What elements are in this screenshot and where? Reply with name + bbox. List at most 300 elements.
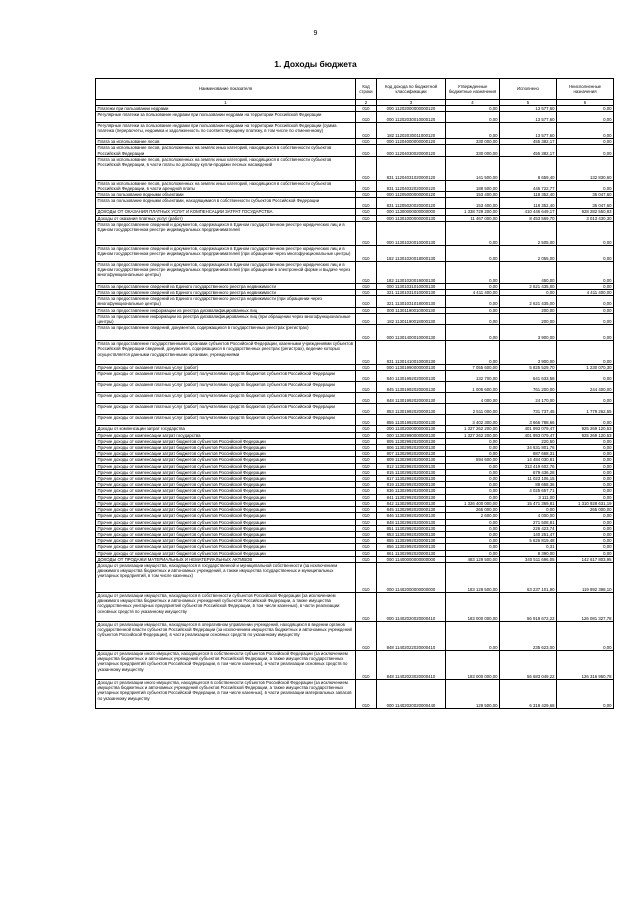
row-name: Прочие доходы от компенсации затрат бюджетов субъектов Российской Федерации <box>96 438 356 444</box>
row-approved: 0,00 <box>446 544 500 550</box>
row-class-code: 321 11301031018000130 <box>377 296 446 307</box>
row-name: Прочие доходы от оказания платных услуг (работ) получателями средств бюджетов субъектов Российской Федерации <box>96 415 356 426</box>
row-name: Прочие доходы от компенсации затрат бюджетов субъектов Российской Федерации <box>96 531 356 537</box>
row-unexecuted: 0,00 <box>557 139 614 145</box>
row-unexecuted: 35 047,60 <box>557 192 614 198</box>
row-unexecuted: 0,00 <box>557 544 614 550</box>
row-class-code: 809 11302992020000130 <box>377 457 446 463</box>
row-executed: 446 722,77 <box>500 180 557 191</box>
row-class-code: 853 11301992020000130 <box>377 404 446 415</box>
row-name: Платежи при пользовании недрами <box>96 106 356 112</box>
row-approved: 0,00 <box>446 463 500 469</box>
row-class-code: 855 11302992020000130 <box>377 538 446 544</box>
row-executed: 0,00 <box>500 507 557 513</box>
row-name: Прочие доходы от компенсации затрат бюджетов субъектов Российской Федерации <box>96 550 356 556</box>
page-number: 9 <box>313 30 318 37</box>
row-name: Прочие доходы от компенсации затрат бюджетов субъектов Российской Федерации <box>96 513 356 519</box>
row-approved: 0,00 <box>446 476 500 482</box>
row-unexecuted: 0,00 <box>557 371 614 382</box>
row-approved: 0,00 <box>446 106 500 112</box>
row-unexecuted: 0,00 <box>557 180 614 191</box>
row-unexecuted: 0,00 <box>557 488 614 494</box>
row-class-code: 000 11301990000000130 <box>377 365 446 371</box>
row-unexecuted: 0,00 <box>557 531 614 537</box>
row-class-code: 000 11302990000000130 <box>377 432 446 438</box>
row-executed: 3 666 788,66 <box>500 415 557 426</box>
row-unexecuted: 0,00 <box>557 538 614 544</box>
row-approved: 0,00 <box>446 538 500 544</box>
row-name: Прочие доходы от компенсации затрат бюджетов субъектов Российской Федерации <box>96 538 356 544</box>
row-approved: 2 600,00 <box>446 513 500 519</box>
row-line-code: 010 <box>356 679 377 708</box>
row-unexecuted: 0,00 <box>557 245 614 261</box>
row-unexecuted: 0,00 <box>557 106 614 112</box>
row-executed: 455 382,17 <box>500 139 557 145</box>
row-class-code: 321 11301031010000130 <box>377 290 446 296</box>
row-unexecuted: 0,00 <box>557 513 614 519</box>
row-line-code: 010 <box>356 544 377 550</box>
row-approved: 0,00 <box>446 469 500 475</box>
row-line-code: 010 <box>356 123 377 139</box>
row-line-code: 010 <box>356 415 377 426</box>
row-line-code: 010 <box>356 245 377 261</box>
row-name: Прочие доходы от компенсации затрат бюджетов субъектов Российской Федерации <box>96 451 356 457</box>
row-approved: 1 326 400 000,00 <box>446 500 500 506</box>
row-line-code: 010 <box>356 556 377 562</box>
row-unexecuted: 244 400,00 <box>557 382 614 393</box>
row-unexecuted: 0,00 <box>557 469 614 475</box>
row-approved: 0,00 <box>446 341 500 365</box>
row-executed: 13 577,60 <box>500 112 557 123</box>
row-approved: 141 500,00 <box>446 156 500 180</box>
row-executed: 401 993 079,47 <box>500 426 557 432</box>
table-row <box>96 415 614 426</box>
column-header-name: Наименование показателя <box>96 79 356 100</box>
row-class-code: 845 11302992020000130 <box>377 507 446 513</box>
row-approved: 188 500,00 <box>446 180 500 191</box>
row-line-code: 010 <box>356 296 377 307</box>
row-approved: 0,00 <box>446 261 500 283</box>
row-class-code: 000 11301190010000130 <box>377 307 446 313</box>
row-line-code: 010 <box>356 112 377 123</box>
row-executed: 731 737,45 <box>500 404 557 415</box>
table-row <box>96 404 614 415</box>
row-name: Плата за предоставление сведений из Единого государственного реестра недвижимости <box>96 290 356 296</box>
row-name: Доходы от оказания платных услуг (работ) <box>96 215 356 221</box>
row-executed: 679 436,28 <box>500 469 557 475</box>
row-executed: 14 484 030,81 <box>500 457 557 463</box>
row-name: Прочие доходы от компенсации затрат бюджетов субъектов Российской Федерации <box>96 445 356 451</box>
row-executed: 2 621 435,00 <box>500 283 557 289</box>
row-approved: 1 327 262 200,00 <box>446 432 500 438</box>
row-approved: 594 600,00 <box>446 457 500 463</box>
row-executed: 401 993 079,47 <box>500 432 557 438</box>
row-class-code: 000 11204000000000120 <box>377 139 446 145</box>
row-unexecuted: 0,00 <box>557 261 614 283</box>
row-unexecuted: 4 411 400,00 <box>557 290 614 296</box>
row-unexecuted: 0,00 <box>557 325 614 341</box>
row-class-code: 831 11204031020000120 <box>377 156 446 180</box>
row-class-code: 836 11302992020000130 <box>377 488 446 494</box>
row-executed: 226 423,74 <box>500 525 557 531</box>
table-row <box>96 245 614 261</box>
row-line-code: 010 <box>356 365 377 371</box>
row-name: Плата за предоставление сведений из Единого государственного реестра недвижимости (при обращении через многофункциональные центры) <box>96 296 356 307</box>
row-executed: 24 170,00 <box>500 393 557 404</box>
column-number: 5 <box>500 100 557 106</box>
row-class-code: 000 11202030010000120 <box>377 112 446 123</box>
row-approved: 0,00 <box>446 245 500 261</box>
row-unexecuted: 35 047,60 <box>557 198 614 209</box>
row-approved: 1 005 600,00 <box>446 382 500 393</box>
row-executed: 5 626 819,48 <box>500 538 557 544</box>
row-executed: 13 577,60 <box>500 106 557 112</box>
row-name: Прочие доходы от компенсации затрат бюджетов субъектов Российской Федерации <box>96 488 356 494</box>
row-executed: 313 419 602,76 <box>500 463 557 469</box>
row-approved: 0,00 <box>446 451 500 457</box>
row-unexecuted: 0,00 <box>557 283 614 289</box>
row-unexecuted: 0,00 <box>557 621 614 650</box>
row-executed: 887 668,31 <box>500 451 557 457</box>
row-unexecuted: 126 081 327,78 <box>557 592 614 621</box>
row-executed: 271 508,81 <box>500 519 557 525</box>
column-number: 3 <box>377 100 446 106</box>
row-name: Прочие доходы от компенсации затрат бюджетов субъектов Российской Федерации <box>96 469 356 475</box>
row-approved: 183 000 000,00 <box>446 650 500 679</box>
table-row <box>96 679 614 708</box>
row-class-code: 817 11302992020000130 <box>377 476 446 482</box>
row-class-code: 000 11301000000000130 <box>377 215 446 221</box>
row-line-code: 010 <box>356 621 377 650</box>
row-unexecuted: 0,00 <box>557 445 614 451</box>
row-name: Плата за предоставление сведений и документов, содержащихся в Едином государственном реестре юридических лиц и в Едином государственном реестре индивидуальных предпринимателей <box>96 221 356 245</box>
row-line-code: 010 <box>356 192 377 198</box>
row-name: Прочие доходы от компенсации затрат бюджетов субъектов Российской Федерации <box>96 463 356 469</box>
row-approved: 3 402 300,00 <box>446 415 500 426</box>
row-unexecuted: 0,00 <box>557 438 614 444</box>
row-unexecuted: 0,00 <box>557 525 614 531</box>
row-unexecuted: 0,00 <box>557 494 614 500</box>
row-name: Прочие доходы от оказания платных услуг (работ) <box>96 365 356 371</box>
row-executed: 3 900,00 <box>500 341 557 365</box>
row-unexecuted: 0,00 <box>557 550 614 556</box>
row-name: Плата за предоставление государственными органами субъектов Российской Федерации, казенными учреждениями субъектов Российской Федерации сведений, документов, содержащихся в государственных реестрах (регистрах), ведение которых осуществляется данными государственными органами, учреждениями <box>96 341 356 365</box>
row-name: Прочие доходы от оказания платных услуг (работ) получателями средств бюджетов субъектов Российской Федерации <box>96 371 356 382</box>
table-row <box>96 382 614 393</box>
row-name: Плата за предоставление сведений и документов, содержащихся в Едином государственном реестре юридических лиц и в Едином государственном реестре индивидуальных предпринимателей (при обращении через многофункциональные центры) <box>96 245 356 261</box>
row-name: Прочие доходы от компенсации затрат бюджетов субъектов Российской Федерации <box>96 476 356 482</box>
row-executed: 235 623,00 <box>500 621 557 650</box>
row-executed: 200,00 <box>500 307 557 313</box>
row-executed: 6 318 429,68 <box>500 679 557 708</box>
row-name: Доходы от реализации имущества, находящегося в оперативном управлении учреждений, находящихся в ведении органов государственной власти субъектов Российской Федерации (за исключением имущества бюджетных и автономных учреждений субъектов Российской Федерации), в части реализации основных средств по указанному имуществу <box>96 621 356 650</box>
column-header-line-code: Код строки <box>356 79 377 100</box>
row-unexecuted: 119 892 398,10 <box>557 562 614 592</box>
row-line-code: 010 <box>356 488 377 494</box>
row-approved: 0,00 <box>446 531 500 537</box>
row-class-code: 000 11402020020000440 <box>377 679 446 708</box>
row-line-code: 010 <box>356 198 377 209</box>
row-name: Регулярные платежи за пользование недрами при пользовании недрами на территории Российской Федерации (сумма платежа (перерасчеты, недоимка и задолженность по соответствующему платежу, в том числе по отмененному) <box>96 123 356 139</box>
row-class-code: 000 11204030020000120 <box>377 145 446 156</box>
row-name: Доходы от компенсации затрат государства <box>96 426 356 432</box>
row-class-code: 848 11302992020000130 <box>377 519 446 525</box>
row-line-code: 010 <box>356 307 377 313</box>
row-unexecuted: 0,00 <box>557 451 614 457</box>
table-row <box>96 296 614 307</box>
row-line-code: 010 <box>356 451 377 457</box>
row-executed: 5 825 529,70 <box>500 365 557 371</box>
column-number: 6 <box>557 100 614 106</box>
row-line-code: 010 <box>356 145 377 156</box>
row-line-code: 010 <box>356 494 377 500</box>
row-class-code: 853 11302992020000130 <box>377 531 446 537</box>
row-line-code: 010 <box>356 139 377 145</box>
row-line-code: 010 <box>356 382 377 393</box>
row-line-code: 010 <box>356 550 377 556</box>
row-approved: 129 500,00 <box>446 679 500 708</box>
row-line-code: 010 <box>356 513 377 519</box>
row-approved: 0,00 <box>446 123 500 139</box>
row-class-code: 182 11301190018000130 <box>377 313 446 324</box>
row-unexecuted: 0,00 <box>557 415 614 426</box>
table-row <box>96 145 614 156</box>
row-line-code: 010 <box>356 592 377 621</box>
row-approved: 0,00 <box>446 313 500 324</box>
row-approved: 1 338 729 200,00 <box>446 209 500 215</box>
row-class-code: 182 11202030011000120 <box>377 123 446 139</box>
row-approved: 4 000,00 <box>446 393 500 404</box>
row-unexecuted: 0,00 <box>557 123 614 139</box>
row-line-code: 010 <box>356 341 377 365</box>
row-class-code: 846 11302992020000130 <box>377 513 446 519</box>
table-row <box>96 156 614 180</box>
table-row <box>96 180 614 191</box>
row-approved: 0,00 <box>446 283 500 289</box>
row-approved: 1 327 262 200,00 <box>446 426 500 432</box>
row-executed: 0,00 <box>500 290 557 296</box>
column-header-unexecuted: Неисполненные назначения <box>557 79 614 100</box>
row-line-code: 010 <box>356 525 377 531</box>
row-class-code: 000 11301020010000130 <box>377 221 446 245</box>
row-class-code: 182 11301020019000130 <box>377 261 446 283</box>
revenue-table <box>95 78 614 709</box>
row-class-code: 805 11302992020000130 <box>377 438 446 444</box>
row-line-code: 010 <box>356 482 377 488</box>
row-line-code: 010 <box>356 404 377 415</box>
row-class-code: 842 11302992020000130 <box>377 500 446 506</box>
row-line-code: 010 <box>356 261 377 283</box>
row-name: Прочие доходы от компенсации затрат бюджетов субъектов Российской Федерации <box>96 457 356 463</box>
row-executed: 9 390,00 <box>500 550 557 556</box>
row-executed: 4 000,00 <box>500 513 557 519</box>
row-line-code: 010 <box>356 371 377 382</box>
row-line-code: 010 <box>356 215 377 221</box>
row-name: Прочие доходы от компенсации затрат бюджетов субъектов Российской Федерации <box>96 507 356 513</box>
row-executed: 3 111,00 <box>500 494 557 500</box>
column-number: 4 <box>446 100 500 106</box>
row-unexecuted: 142 617 803,95 <box>557 556 614 562</box>
row-approved: 330 000,00 <box>446 145 500 156</box>
row-class-code: 000 11402020020000410 <box>377 592 446 621</box>
row-name: Прочие доходы от компенсации затрат бюджетов субъектов Российской Федерации <box>96 500 356 506</box>
column-number: 1 <box>96 100 356 106</box>
row-line-code: 010 <box>356 476 377 482</box>
row-name: Плата за предоставление информации из реестра дисквалифицированных лиц (при обращении через многофункциональные центры) <box>96 313 356 324</box>
row-class-code: 848 11301992020000130 <box>377 393 446 404</box>
row-name: ДОХОДЫ ОТ ПРОДАЖИ МАТЕРИАЛЬНЫХ И НЕМАТЕРИАЛЬНЫХ АКТИВОВ <box>96 556 356 562</box>
row-line-code: 010 <box>356 209 377 215</box>
row-executed: 13 577,60 <box>500 123 557 139</box>
row-approved: 483 129 500,00 <box>446 556 500 562</box>
row-unexecuted: 0,00 <box>557 476 614 482</box>
row-unexecuted: 0,00 <box>557 307 614 313</box>
row-unexecuted: 0,00 <box>557 482 614 488</box>
row-executed: 34 631 801,76 <box>500 445 557 451</box>
row-unexecuted: 925 269 120,53 <box>557 432 614 438</box>
row-line-code: 010 <box>356 519 377 525</box>
row-unexecuted: 1 779 262,55 <box>557 404 614 415</box>
row-approved: 330 000,00 <box>446 139 500 145</box>
row-line-code: 010 <box>356 507 377 513</box>
row-executed: 2 055,00 <box>500 245 557 261</box>
row-class-code: 000 11302000000000130 <box>377 426 446 432</box>
row-line-code: 010 <box>356 325 377 341</box>
table-body <box>96 106 614 709</box>
row-executed: 8 453 569,70 <box>500 215 557 221</box>
row-line-code: 010 <box>356 432 377 438</box>
row-name: Плата за использование лесов, расположенных на землях иных категорий, находящихся в собственности субъектов Российской Федерации, в части платы по договору купли-продажи лесных насаждений <box>96 156 356 180</box>
row-approved: 7 055 600,00 <box>446 365 500 371</box>
row-unexecuted: 0,00 <box>557 519 614 525</box>
row-name: Прочие доходы от оказания платных услуг (работ) получателями средств бюджетов субъектов Российской Федерации <box>96 382 356 393</box>
row-unexecuted: 132 830,60 <box>557 156 614 180</box>
row-approved: 0,00 <box>446 621 500 650</box>
table-row <box>96 562 614 592</box>
row-unexecuted: 3 013 430,30 <box>557 215 614 221</box>
row-class-code: 812 11302992020000130 <box>377 463 446 469</box>
row-approved: 0,00 <box>446 519 500 525</box>
row-executed: 340 511 696,05 <box>500 556 557 562</box>
row-line-code: 010 <box>356 156 377 180</box>
table-row <box>96 123 614 139</box>
table-row <box>96 112 614 123</box>
row-unexecuted: 0,00 <box>557 393 614 404</box>
row-name: ДОХОДЫ ОТ ОКАЗАНИЯ ПЛАТНЫХ УСЛУГ И КОМПЕНСАЦИИ ЗАТРАТ ГОСУДАРСТВА <box>96 209 356 215</box>
row-name: Плата за предоставление сведений из Единого государственного реестра недвижимости <box>96 283 356 289</box>
row-executed: 2 505,00 <box>500 221 557 245</box>
row-executed: 641 633,58 <box>500 371 557 382</box>
row-line-code: 010 <box>356 283 377 289</box>
row-approved: 0,00 <box>446 494 500 500</box>
table-row <box>96 325 614 341</box>
row-unexecuted: 0,00 <box>557 145 614 156</box>
row-name: Доходы от реализации иного имущества, находящегося в собственности субъектов Российской Федерации (за исключением имущества бюджетных и автономных учреждений субъектов Российской Федерации, а также имущества государственных унитарных предприятий субъектов Российской Федерации, в том числе казенных), в части реализации основных средств по указанному имуществу <box>96 650 356 679</box>
row-approved: 11 467 000,00 <box>446 215 500 221</box>
row-approved: 0,00 <box>446 482 500 488</box>
row-unexecuted: 1 310 928 631,19 <box>557 500 614 506</box>
row-class-code: 845 11301992020000130 <box>377 382 446 393</box>
row-approved: 183 000 000,00 <box>446 592 500 621</box>
row-executed: 118 352,40 <box>500 198 557 209</box>
row-class-code: 848 11402022020000410 <box>377 621 446 650</box>
row-unexecuted: 0,00 <box>557 457 614 463</box>
row-executed: 410 446 649,17 <box>500 209 557 215</box>
table-row <box>96 313 614 324</box>
table-row <box>96 261 614 283</box>
row-executed: 761 200,00 <box>500 382 557 393</box>
row-approved: 0,00 <box>446 307 500 313</box>
table-row <box>96 221 614 245</box>
row-name: Прочие доходы от компенсации затрат государства <box>96 432 356 438</box>
row-class-code: 851 11302992020000130 <box>377 525 446 531</box>
row-approved: 0,00 <box>446 525 500 531</box>
row-executed: 3 900,00 <box>500 325 557 341</box>
table-row <box>96 371 614 382</box>
row-class-code: 000 11301031010000130 <box>377 283 446 289</box>
row-class-code: 182 11301020018000130 <box>377 245 446 261</box>
table-row <box>96 198 614 209</box>
table-row <box>96 393 614 404</box>
row-approved: 4 411 400,00 <box>446 290 500 296</box>
row-approved: 0,00 <box>446 438 500 444</box>
row-executed: 200,00 <box>500 313 557 324</box>
row-approved: 0,00 <box>446 221 500 245</box>
row-line-code: 010 <box>356 221 377 245</box>
row-class-code: 000 11400000000000000 <box>377 556 446 562</box>
row-class-code: 831 11204032020000120 <box>377 180 446 191</box>
row-name: Плата за использование лесов, расположенных на землях иных категорий, находящихся в собственности субъектов Российской Федерации, в части арендной платы <box>96 180 356 191</box>
row-name: Прочие доходы от оказания платных услуг (работ) получателями средств бюджетов субъектов Российской Федерации <box>96 393 356 404</box>
row-line-code: 010 <box>356 290 377 296</box>
row-executed: 56 683 049,22 <box>500 650 557 679</box>
table-row <box>96 650 614 679</box>
row-line-code: 010 <box>356 106 377 112</box>
row-unexecuted: 265 000,00 <box>557 507 614 513</box>
row-name: Плата за использование лесов, расположенных на землях иных категорий, находящихся в собственности субъектов Российской Федерации <box>96 145 356 156</box>
row-approved: 153 400,00 <box>446 192 500 198</box>
row-unexecuted: 0,00 <box>557 679 614 708</box>
row-class-code: 856 11302992020000130 <box>377 544 446 550</box>
row-name: Плата за пользование водными объектами <box>96 192 356 198</box>
row-executed: 56 918 672,22 <box>500 592 557 621</box>
row-name: Доходы от реализации имущества, находящегося в государственной и муниципальной собственности (за исключением движимого имущества бюджетных и автономных учреждений, а также имущества государственных и муниципальных унитарных предприятий, в том числе казенных) <box>96 562 356 592</box>
row-class-code: 855 11301992020000130 <box>377 415 446 426</box>
row-unexecuted: 0,00 <box>557 341 614 365</box>
document-title: 1. Доходы бюджета <box>274 59 357 69</box>
row-approved: 0,00 <box>446 296 500 307</box>
row-line-code: 010 <box>356 180 377 191</box>
row-line-code: 010 <box>356 438 377 444</box>
row-executed: 455 382,17 <box>500 145 557 156</box>
row-approved: 0,00 <box>446 550 500 556</box>
row-unexecuted: 0,00 <box>557 112 614 123</box>
row-name: Прочие доходы от компенсации затрат бюджетов субъектов Российской Федерации <box>96 525 356 531</box>
row-class-code: 841 11302992020000130 <box>377 494 446 500</box>
row-name: Плата за использование лесов <box>96 139 356 145</box>
row-executed: 4 025 657,71 <box>500 488 557 494</box>
row-executed: 11 023 106,15 <box>500 476 557 482</box>
row-class-code: 000 11300000000000000 <box>377 209 446 215</box>
row-line-code: 010 <box>356 538 377 544</box>
row-approved: 153 400,00 <box>446 198 500 209</box>
row-class-code: 000 11402000000000000 <box>377 562 446 592</box>
row-approved: 132 700,00 <box>446 371 500 382</box>
row-name: Плата за предоставление информации из реестра дисквалифицированных лиц <box>96 307 356 313</box>
row-unexecuted: 928 282 550,83 <box>557 209 614 215</box>
row-unexecuted: 0,00 <box>557 463 614 469</box>
table-row <box>96 621 614 650</box>
